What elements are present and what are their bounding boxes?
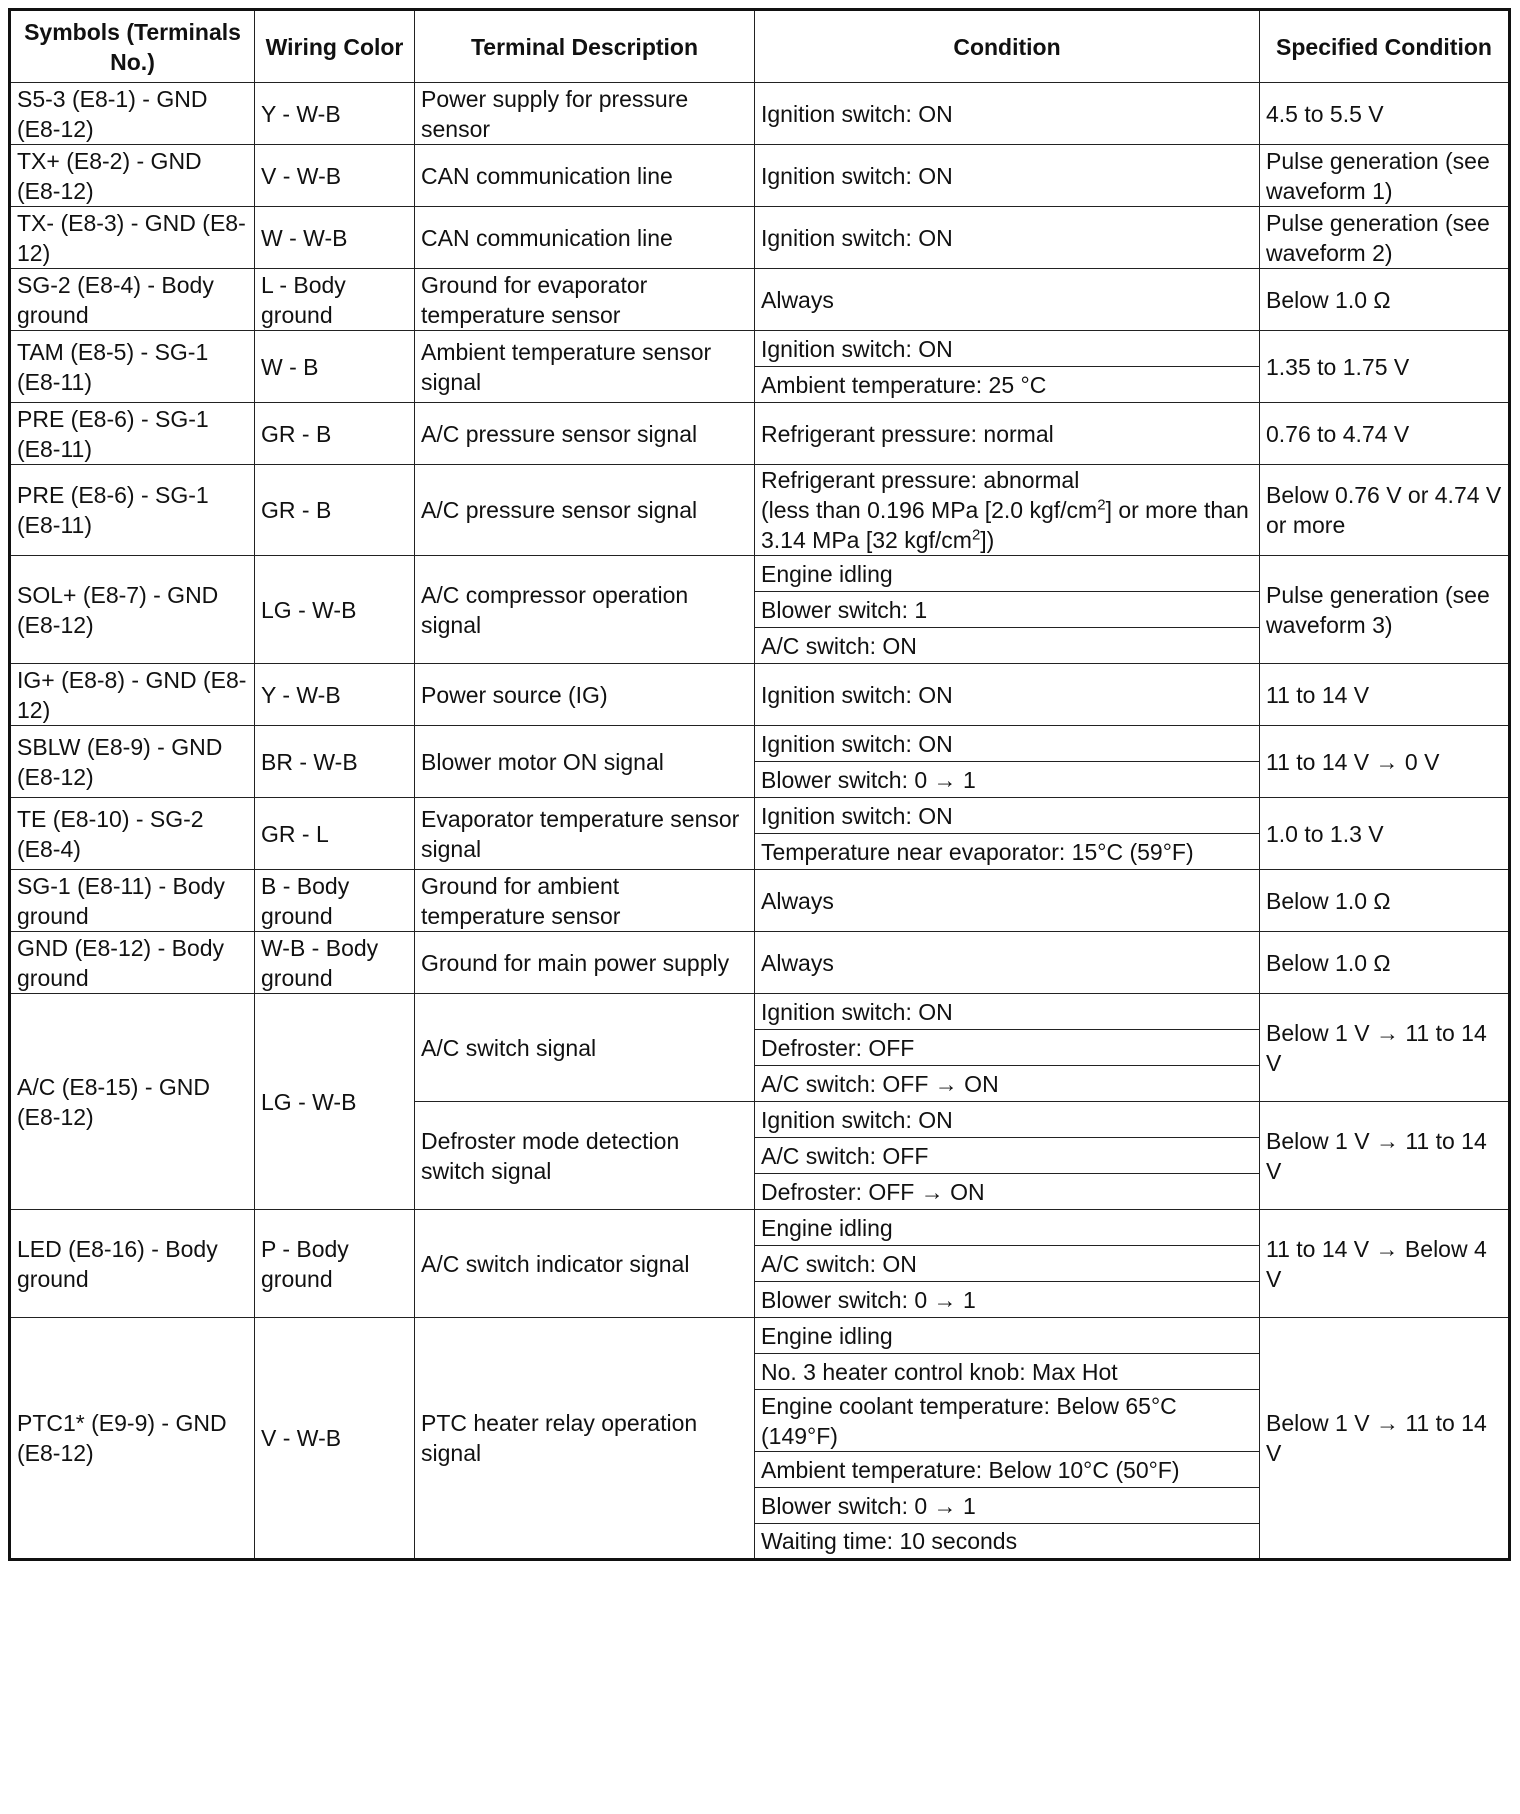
table-row [10,1318,1510,1354]
condition-cell: Engine idling [755,1318,1260,1354]
condition-cell: Temperature near evaporator: 15°C (59°F) [755,834,1260,870]
condition-cell: Defroster: OFF → ON [755,1174,1260,1210]
table-row [10,870,1510,932]
spec-cell: Below 1.0 Ω [1260,269,1510,331]
condition-cell: Engine idling [755,1210,1260,1246]
condition-cell: Defroster: OFF [755,1030,1260,1066]
condition-cell: A/C switch: ON [755,628,1260,664]
condition-line: Refrigerant pressure: abnormal [761,467,1080,493]
symbol-cell: SOL+ (E8-7) - GND (E8-12) [10,556,255,664]
condition-cell: Ignition switch: ON [755,664,1260,726]
description-cell: A/C switch indicator signal [415,1210,755,1318]
wiring-cell: L - Body ground [255,269,415,331]
spec-table-container [8,8,1511,1561]
spec-cell: Pulse generation (see waveform 2) [1260,207,1510,269]
terminal-spec-table [8,8,1511,1561]
symbol-cell: TAM (E8-5) - SG-1 (E8-11) [10,331,255,403]
description-cell: A/C compressor operation signal [415,556,755,664]
table-row [10,664,1510,726]
spec-cell: 4.5 to 5.5 V [1260,83,1510,145]
description-cell: Ground for main power supply [415,932,755,994]
description-cell: A/C pressure sensor signal [415,465,755,556]
condition-cell: Always [755,870,1260,932]
condition-text: (less than 0.196 MPa [2.0 kgf/cm [761,497,1098,523]
symbol-cell: PRE (E8-6) - SG-1 (E8-11) [10,465,255,556]
condition-cell: Ignition switch: ON [755,207,1260,269]
description-cell: Defroster mode detection switch signal [415,1102,755,1210]
wiring-cell: W-B - Body ground [255,932,415,994]
condition-cell: Waiting time: 10 seconds [755,1524,1260,1560]
wiring-cell: W - B [255,331,415,403]
wiring-cell: LG - W-B [255,556,415,664]
condition-text: ]) [980,527,995,553]
header-terminal-description: Terminal Description [415,10,755,83]
table-row [10,145,1510,207]
header-wiring-color: Wiring Color [255,10,415,83]
table-row [10,83,1510,145]
description-cell: A/C switch signal [415,994,755,1102]
table-header-row [10,10,1510,83]
symbol-cell: SG-2 (E8-4) - Body ground [10,269,255,331]
table-row [10,798,1510,834]
table-row [10,726,1510,762]
table-row [10,994,1510,1030]
header-specified-condition: Specified Condition [1260,10,1510,83]
condition-text: ] or more than 3.14 MPa [32 kgf/cm [761,497,1249,553]
table-row [10,331,1510,367]
condition-cell: Ignition switch: ON [755,1102,1260,1138]
condition-cell: Always [755,269,1260,331]
table-row [10,207,1510,269]
wiring-cell: LG - W-B [255,994,415,1210]
wiring-cell: V - W-B [255,145,415,207]
header-condition: Condition [755,10,1260,83]
wiring-cell: P - Body ground [255,1210,415,1318]
description-cell: Blower motor ON signal [415,726,755,798]
condition-cell [755,465,1260,556]
symbol-cell: A/C (E8-15) - GND (E8-12) [10,994,255,1210]
description-cell: Ambient temperature sensor signal [415,331,755,403]
spec-cell: 1.0 to 1.3 V [1260,798,1510,870]
spec-cell: Pulse generation (see waveform 1) [1260,145,1510,207]
spec-cell: 11 to 14 V → 0 V [1260,726,1510,798]
symbol-cell: LED (E8-16) - Body ground [10,1210,255,1318]
wiring-cell: GR - B [255,403,415,465]
wiring-cell: W - W-B [255,207,415,269]
condition-cell: No. 3 heater control knob: Max Hot [755,1354,1260,1390]
description-cell: A/C pressure sensor signal [415,403,755,465]
condition-cell: A/C switch: OFF → ON [755,1066,1260,1102]
symbol-cell: SBLW (E8-9) - GND (E8-12) [10,726,255,798]
symbol-cell: TX+ (E8-2) - GND (E8-12) [10,145,255,207]
spec-cell: 11 to 14 V [1260,664,1510,726]
symbol-cell: PTC1* (E9-9) - GND (E8-12) [10,1318,255,1560]
table-row [10,269,1510,331]
symbol-cell: PRE (E8-6) - SG-1 (E8-11) [10,403,255,465]
condition-cell: Ignition switch: ON [755,331,1260,367]
spec-cell: 1.35 to 1.75 V [1260,331,1510,403]
description-cell: Power supply for pressure sensor [415,83,755,145]
condition-cell: Ambient temperature: Below 10°C (50°F) [755,1452,1260,1488]
table-row [10,1210,1510,1246]
condition-cell: Ignition switch: ON [755,798,1260,834]
condition-cell: Engine coolant temperature: Below 65°C (149°F) [755,1390,1260,1452]
wiring-cell: GR - L [255,798,415,870]
spec-cell: Below 1 V → 11 to 14 V [1260,1318,1510,1560]
condition-cell: Engine idling [755,556,1260,592]
description-cell: Ground for ambient temperature sensor [415,870,755,932]
wiring-cell: GR - B [255,465,415,556]
condition-cell: Ignition switch: ON [755,145,1260,207]
wiring-cell: V - W-B [255,1318,415,1560]
symbol-cell: S5-3 (E8-1) - GND (E8-12) [10,83,255,145]
symbol-cell: TX- (E8-3) - GND (E8-12) [10,207,255,269]
description-cell: Power source (IG) [415,664,755,726]
symbol-cell: SG-1 (E8-11) - Body ground [10,870,255,932]
condition-cell: Ambient temperature: 25 °C [755,367,1260,403]
condition-cell: A/C switch: OFF [755,1138,1260,1174]
table-row [10,932,1510,994]
wiring-cell: Y - W-B [255,83,415,145]
condition-cell: Blower switch: 0 → 1 [755,1488,1260,1524]
description-cell: Ground for evaporator temperature sensor [415,269,755,331]
spec-cell: Below 1 V → 11 to 14 V [1260,994,1510,1102]
spec-cell: Pulse generation (see waveform 3) [1260,556,1510,664]
condition-cell: Blower switch: 0 → 1 [755,762,1260,798]
symbol-cell: GND (E8-12) - Body ground [10,932,255,994]
condition-cell: Always [755,932,1260,994]
spec-cell: 0.76 to 4.74 V [1260,403,1510,465]
header-symbols: Symbols (Terminals No.) [10,10,255,83]
condition-cell: Blower switch: 0 → 1 [755,1282,1260,1318]
description-cell: Evaporator temperature sensor signal [415,798,755,870]
spec-cell: Below 1 V → 11 to 14 V [1260,1102,1510,1210]
spec-cell: Below 0.76 V or 4.74 V or more [1260,465,1510,556]
condition-cell: Blower switch: 1 [755,592,1260,628]
symbol-cell: TE (E8-10) - SG-2 (E8-4) [10,798,255,870]
condition-cell: Ignition switch: ON [755,726,1260,762]
description-cell: CAN communication line [415,207,755,269]
wiring-cell: Y - W-B [255,664,415,726]
spec-cell: Below 1.0 Ω [1260,932,1510,994]
condition-cell: A/C switch: ON [755,1246,1260,1282]
condition-cell: Ignition switch: ON [755,83,1260,145]
wiring-cell: B - Body ground [255,870,415,932]
description-cell: CAN communication line [415,145,755,207]
condition-cell: Refrigerant pressure: normal [755,403,1260,465]
table-row [10,403,1510,465]
wiring-cell: BR - W-B [255,726,415,798]
superscript: 2 [1097,496,1106,514]
table-row [10,556,1510,592]
spec-cell: 11 to 14 V → Below 4 V [1260,1210,1510,1318]
superscript: 2 [971,526,981,544]
description-cell: PTC heater relay operation signal [415,1318,755,1560]
condition-cell: Ignition switch: ON [755,994,1260,1030]
symbol-cell: IG+ (E8-8) - GND (E8-12) [10,664,255,726]
spec-cell: Below 1.0 Ω [1260,870,1510,932]
table-row [10,465,1510,556]
